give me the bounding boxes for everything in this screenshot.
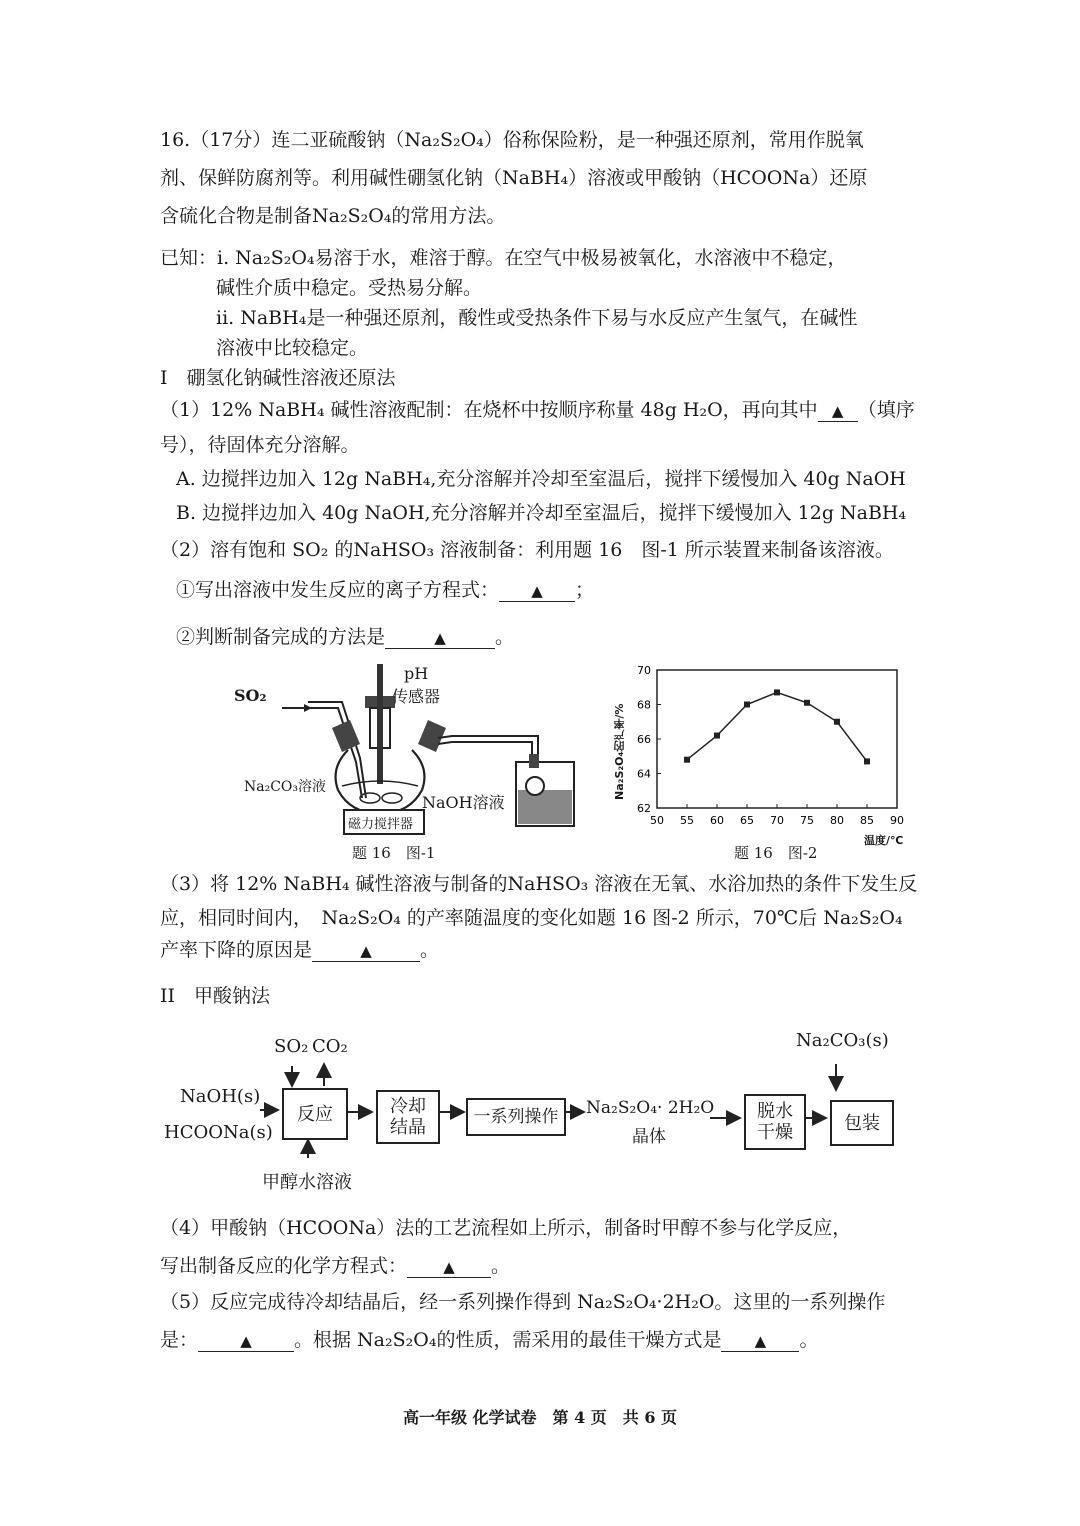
- q2-part2-answer-blank[interactable]: [385, 627, 495, 649]
- q2-text: （2）溶有饱和 SO₂ 的NaHSO₃ 溶液制备：利用题 16 图-1 所示装置来制备该溶液。: [160, 539, 894, 561]
- known-i-line2: 碱性介质中稳定。受热易分解。: [216, 277, 483, 299]
- cooling-crystallization-box: [376, 1090, 440, 1144]
- x-tick-label: 75: [800, 814, 814, 827]
- x-tick-label: 55: [680, 814, 694, 827]
- y-tick-label: 62: [637, 802, 651, 815]
- section-1-heading: I 硼氢化钠碱性溶液还原法: [160, 367, 396, 389]
- product-formula: Na₂S₂O₄· 2H₂O: [586, 1098, 715, 1118]
- q3-line1: （3）将 12% NaBH₄ 碱性溶液与制备的NaHSO₃ 溶液在无氧、水浴加热的条件下发生反: [160, 873, 918, 895]
- question-intro-line3: 含硫化合物是制备Na₂S₂O₄的常用方法。: [160, 205, 506, 227]
- q2-part1-end: ；: [575, 579, 595, 601]
- q5-line1: （5）反应完成待冷却结晶后，经一系列操作得到 Na₂S₂O₄·2H₂O。这里的一系列操作: [160, 1291, 886, 1313]
- q1-text-end: （填序: [857, 399, 915, 421]
- data-point: [804, 700, 810, 706]
- q5-text-mid: 。根据 Na₂S₂O₄的性质，需采用的最佳干燥方式是: [294, 1329, 722, 1351]
- y-tick-label: 66: [637, 733, 651, 746]
- sensor-label: 传感器: [392, 687, 441, 706]
- flow-naoh-label: NaOH(s): [180, 1086, 261, 1107]
- answer-marker: ▲: [434, 629, 446, 647]
- question-intro-line1: 16.（17分）连二亚硫酸钠（Na₂S₂O₄）俗称保险粉，是一种强还原剂，常用作脱氧: [160, 129, 864, 151]
- q4-end: 。: [491, 1255, 511, 1277]
- data-point: [744, 702, 750, 708]
- x-tick-label: 70: [770, 814, 784, 827]
- series-line: [687, 692, 867, 761]
- x-tick-label: 60: [710, 814, 724, 827]
- q2-part1-answer-blank[interactable]: [499, 580, 575, 602]
- question-intro-line2: 剂、保鲜防腐剂等。利用碱性硼氢化钠（NaBH₄）溶液或甲酸钠（HCOONa）还原: [160, 167, 868, 189]
- answer-marker: ▲: [831, 402, 844, 420]
- dry-label-1: 脱水: [757, 1101, 793, 1122]
- na2co3-label: Na₂CO₃溶液: [244, 779, 327, 795]
- q1-option-a: A. 边搅拌边加入 12g NaBH₄,充分溶解并冷却至室温后，搅拌下缓慢加入 40g NaOH: [176, 468, 906, 490]
- inverted-funnel: [526, 777, 544, 795]
- naoh-label: NaOH溶液: [422, 793, 505, 812]
- answer-marker: ▲: [443, 1258, 455, 1276]
- q5-text: 是：: [160, 1329, 199, 1351]
- ph-probe: [377, 664, 383, 784]
- q5-end: 。: [799, 1329, 819, 1351]
- q1-answer-blank[interactable]: [818, 400, 858, 422]
- q5-answer-blank-1[interactable]: [198, 1330, 294, 1352]
- x-tick-label: 50: [650, 814, 664, 827]
- ph-label: pH: [404, 664, 429, 683]
- y-tick-label: 64: [637, 767, 651, 781]
- stir-bar: [360, 793, 380, 803]
- answer-marker: ▲: [360, 942, 372, 960]
- y-tick-label: 68: [637, 698, 651, 712]
- answer-marker: ▲: [754, 1332, 767, 1350]
- y-tick-label: 70: [637, 664, 651, 677]
- q1-text: （1）12% NaBH₄ 碱性溶液配制：在烧杯中按顺序称量 48g H₂O，再向其中: [160, 399, 818, 421]
- figure-2-caption: 题 16 图-2: [734, 844, 818, 862]
- q3-line3: [160, 938, 439, 962]
- q2-part1: [176, 578, 594, 602]
- q3-text: 产率下降的原因是: [160, 939, 313, 961]
- answer-marker: ▲: [531, 582, 543, 600]
- product-crystal-label: 晶体: [632, 1127, 666, 1147]
- flow-hcoona-label: HCOONa(s): [164, 1122, 273, 1143]
- right-stopper: [418, 720, 446, 752]
- dehydration-drying-box: [744, 1094, 806, 1150]
- flow-so2-label: SO₂: [274, 1036, 309, 1057]
- figure-1-caption: 题 16 图-1: [352, 844, 436, 862]
- data-point: [714, 733, 720, 739]
- q4-line2: [160, 1254, 510, 1278]
- q2-part2: [176, 625, 514, 649]
- q1-option-b: B. 边搅拌边加入 40g NaOH,充分溶解并冷却至室温后，搅拌下缓慢加入 12g NaBH₄: [176, 502, 907, 524]
- q1-line1: [160, 398, 915, 422]
- q3-line2: 应，相同时间内， Na₂S₂O₄ 的产率随温度的变化如题 16 图-2 所示，70℃后 Na₂S₂O₄: [160, 907, 903, 929]
- page-footer: 高一年级 化学试卷 第 4 页 共 6 页: [402, 1408, 678, 1427]
- cool-label-1: 冷却: [390, 1096, 426, 1117]
- known-ii-line1: ii. NaBH₄是一种强还原剂，酸性或受热条件下易与水反应产生氢气，在碱性: [216, 307, 858, 329]
- q4-answer-blank[interactable]: [407, 1256, 491, 1278]
- q2-part1-text: ①写出溶液中发生反应的离子方程式：: [176, 579, 500, 601]
- q1-line2: 号），待固体充分溶解。: [160, 434, 360, 456]
- flow-na2co3-label: Na₂CO₃(s): [796, 1030, 889, 1051]
- q2-part2-text: ②判断制备完成的方法是: [176, 626, 386, 648]
- cool-label-2: 结晶: [390, 1117, 426, 1138]
- yield-temperature-chart: [612, 658, 922, 848]
- known-i-line1: 已知：i. Na₂S₂O₄易溶于水，难溶于醇。在空气中极易被氧化，水溶液中不稳定，: [160, 247, 847, 269]
- dry-label-2: 干燥: [757, 1122, 793, 1143]
- q3-end: 。: [420, 939, 440, 961]
- outlet-tube: [438, 736, 538, 758]
- section-2-heading: II 甲酸钠法: [160, 985, 271, 1007]
- stirrer-label: 磁力搅拌器: [348, 817, 414, 832]
- flow-methanol-label: 甲醇水溶液: [262, 1172, 352, 1193]
- q4-text: 写出制备反应的化学方程式：: [160, 1255, 408, 1277]
- data-point: [834, 719, 840, 725]
- q2-part2-end: 。: [495, 626, 515, 648]
- packaging-box: 包装: [830, 1100, 894, 1146]
- q3-answer-blank[interactable]: [312, 940, 420, 962]
- chart-x-axis-label: 温度/℃: [864, 834, 904, 847]
- naoh-liquid: [518, 790, 572, 824]
- flow-co2-label: CO₂: [312, 1036, 348, 1057]
- q5-line2: [160, 1328, 818, 1352]
- x-tick-label: 90: [890, 814, 904, 827]
- chart-y-axis-label: Na₂S₂O₄的产率/%: [613, 703, 626, 800]
- answer-marker: ▲: [240, 1332, 252, 1350]
- data-point: [864, 758, 870, 764]
- known-ii-line2: 溶液中比较稳定。: [216, 337, 369, 359]
- q4-line1: （4）甲酸钠（HCOONa）法的工艺流程如上所示，制备时甲醇不参与化学反应，: [160, 1217, 852, 1239]
- x-tick-label: 80: [830, 814, 844, 827]
- q5-answer-blank-2[interactable]: [721, 1330, 799, 1352]
- x-tick-label: 85: [860, 814, 874, 827]
- data-point: [684, 757, 690, 763]
- x-tick-label: 65: [740, 814, 754, 827]
- series-operations-box: 一系列操作: [466, 1098, 566, 1136]
- data-point: [774, 689, 780, 695]
- so2-label: SO₂: [234, 686, 267, 705]
- reaction-box: 反应: [282, 1088, 348, 1140]
